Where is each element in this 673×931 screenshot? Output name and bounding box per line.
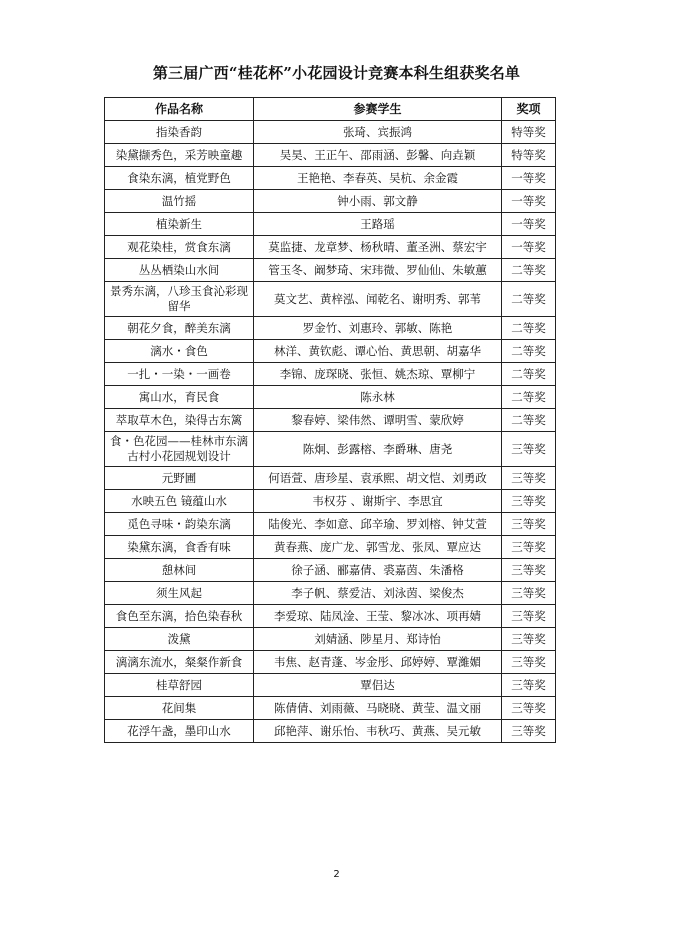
students-cell: 陈永林 [254,386,502,409]
award-cell: 二等奖 [502,259,556,282]
students-cell: 覃侣达 [254,674,502,697]
work-title-cell: 指染香韵 [105,121,254,144]
table-row [105,236,556,259]
table-row [105,282,556,317]
work-title-cell: 丛丛栖染山水间 [105,259,254,282]
award-cell: 二等奖 [502,409,556,432]
students-cell: 王艳艳、李春英、吴杭、余金霞 [254,167,502,190]
award-cell: 一等奖 [502,236,556,259]
work-title-cell: 憩林间 [105,559,254,582]
students-cell: 罗金竹、刘惠玲、郭敏、陈艳 [254,317,502,340]
work-title-cell: 水映五色 镜蕴山水 [105,490,254,513]
students-cell: 陈倩倩、刘雨薇、马晓晓、黄莹、温文丽 [254,697,502,720]
students-cell: 陈炯、彭露榕、李爵琳、唐尧 [254,432,502,467]
award-cell: 二等奖 [502,386,556,409]
students-cell: 陆俊光、李如意、邱辛瑜、罗刘榕、钟艾萱 [254,513,502,536]
award-cell: 三等奖 [502,432,556,467]
table-row [105,432,556,467]
students-cell: 李爱琼、陆凤淦、王莹、黎冰冰、项再婧 [254,605,502,628]
table-row [105,190,556,213]
work-title-cell: 食色至东漓，拾色染春秋 [105,605,254,628]
work-title-cell: 漓水・食色 [105,340,254,363]
students-cell: 韦权芬 、谢斯宇、李思宜 [254,490,502,513]
students-cell: 黎春婷、梁伟然、谭明雪、蒙欣婷 [254,409,502,432]
award-cell: 二等奖 [502,340,556,363]
awards-table-body [105,121,556,743]
table-row [105,259,556,282]
work-title-cell: 食染东漓，植党野色 [105,167,254,190]
header-award: 奖项 [502,98,556,121]
students-cell: 吴昊、王正午、邵雨涵、彭馨、向垚颖 [254,144,502,167]
table-row [105,582,556,605]
award-cell: 三等奖 [502,490,556,513]
table-row [105,213,556,236]
header-students: 参赛学生 [254,98,502,121]
work-title-cell: 寓山水，育民食 [105,386,254,409]
work-title-cell: 觅色寻味・韵染东漓 [105,513,254,536]
students-cell: 徐子涵、郦嘉倩、裘嘉茵、朱潘格 [254,559,502,582]
table-row [105,409,556,432]
work-title-cell: 泼黛 [105,628,254,651]
award-cell: 二等奖 [502,363,556,386]
award-cell: 一等奖 [502,167,556,190]
table-row [105,674,556,697]
work-title-cell: 须生风起 [105,582,254,605]
work-title-cell: 食・色花园——桂林市东漓古村小花园规划设计 [105,432,254,467]
table-row [105,121,556,144]
award-cell: 三等奖 [502,720,556,743]
award-cell: 三等奖 [502,605,556,628]
table-row [105,559,556,582]
award-cell: 三等奖 [502,674,556,697]
students-cell: 何语萱、唐珍星、袁承熙、胡文恺、刘勇政 [254,467,502,490]
document-title: 第三届广西“桂花杯”小花园设计竞赛本科生组获奖名单 [152,64,521,82]
table-row [105,605,556,628]
work-title-cell: 景秀东漓，八珍玉食沁彩现留华 [105,282,254,317]
award-cell: 三等奖 [502,582,556,605]
table-row [105,167,556,190]
table-row [105,467,556,490]
award-cell: 三等奖 [502,513,556,536]
students-cell: 张琦、宾振鸿 [254,121,502,144]
table-row [105,317,556,340]
table-row [105,144,556,167]
work-title-cell: 花浮午盏，墨印山水 [105,720,254,743]
award-cell: 特等奖 [502,121,556,144]
work-title-cell: 桂草舒园 [105,674,254,697]
award-cell: 二等奖 [502,317,556,340]
students-cell: 王路瑶 [254,213,502,236]
students-cell: 莫文艺、黄梓泓、闻乾名、谢明秀、郭苇 [254,282,502,317]
work-title-cell: 观花染桂，赏食东漓 [105,236,254,259]
work-title-cell: 植染新生 [105,213,254,236]
award-cell: 二等奖 [502,282,556,317]
page-number: 2 [333,869,340,880]
students-cell: 李锦、庞琛晓、张恒、姚杰琼、覃柳宁 [254,363,502,386]
students-cell: 黄春燕、庞广龙、郭雪龙、张凤、覃应达 [254,536,502,559]
table-row [105,513,556,536]
award-cell: 特等奖 [502,144,556,167]
work-title-cell: 温竹摇 [105,190,254,213]
table-row [105,386,556,409]
work-title-cell: 萃取草木色，染得古东篱 [105,409,254,432]
students-cell: 刘婧涵、陟星月、郑诗怡 [254,628,502,651]
award-cell: 一等奖 [502,190,556,213]
award-cell: 三等奖 [502,651,556,674]
table-row [105,340,556,363]
table-header-row [105,98,556,121]
header-work-title: 作品名称 [105,98,254,121]
work-title-cell: 染黛东漓，食香有味 [105,536,254,559]
students-cell: 管玉冬、阚梦琦、宋玮微、罗仙仙、朱敏蕙 [254,259,502,282]
students-cell: 李子帆、蔡爱洁、刘泳茵、梁俊杰 [254,582,502,605]
students-cell: 莫监捷、龙章梦、杨秋晴、董圣洲、蔡宏宇 [254,236,502,259]
award-cell: 三等奖 [502,536,556,559]
work-title-cell: 一扎・一染・一画卷 [105,363,254,386]
table-row [105,490,556,513]
table-row [105,697,556,720]
work-title-cell: 染黛撷秀色，采芳映童趣 [105,144,254,167]
students-cell: 韦焦、赵青蓬、岑金彤、邱婷婷、覃濰媚 [254,651,502,674]
students-cell: 邱艳萍、谢乐怡、韦秋巧、黄燕、吴元敏 [254,720,502,743]
table-row [105,651,556,674]
awards-table [104,97,556,743]
award-cell: 三等奖 [502,628,556,651]
students-cell: 林洋、黄钦彪、谭心怡、黄思朝、胡嘉华 [254,340,502,363]
award-cell: 三等奖 [502,697,556,720]
award-cell: 一等奖 [502,213,556,236]
table-row [105,628,556,651]
award-cell: 三等奖 [502,467,556,490]
work-title-cell: 花间集 [105,697,254,720]
table-row [105,363,556,386]
work-title-cell: 朝花夕食，醉美东漓 [105,317,254,340]
table-row [105,720,556,743]
work-title-cell: 元野圃 [105,467,254,490]
award-cell: 三等奖 [502,559,556,582]
work-title-cell: 漓漓东流水，粲粲作新食 [105,651,254,674]
students-cell: 钟小雨、郭文静 [254,190,502,213]
table-row [105,536,556,559]
